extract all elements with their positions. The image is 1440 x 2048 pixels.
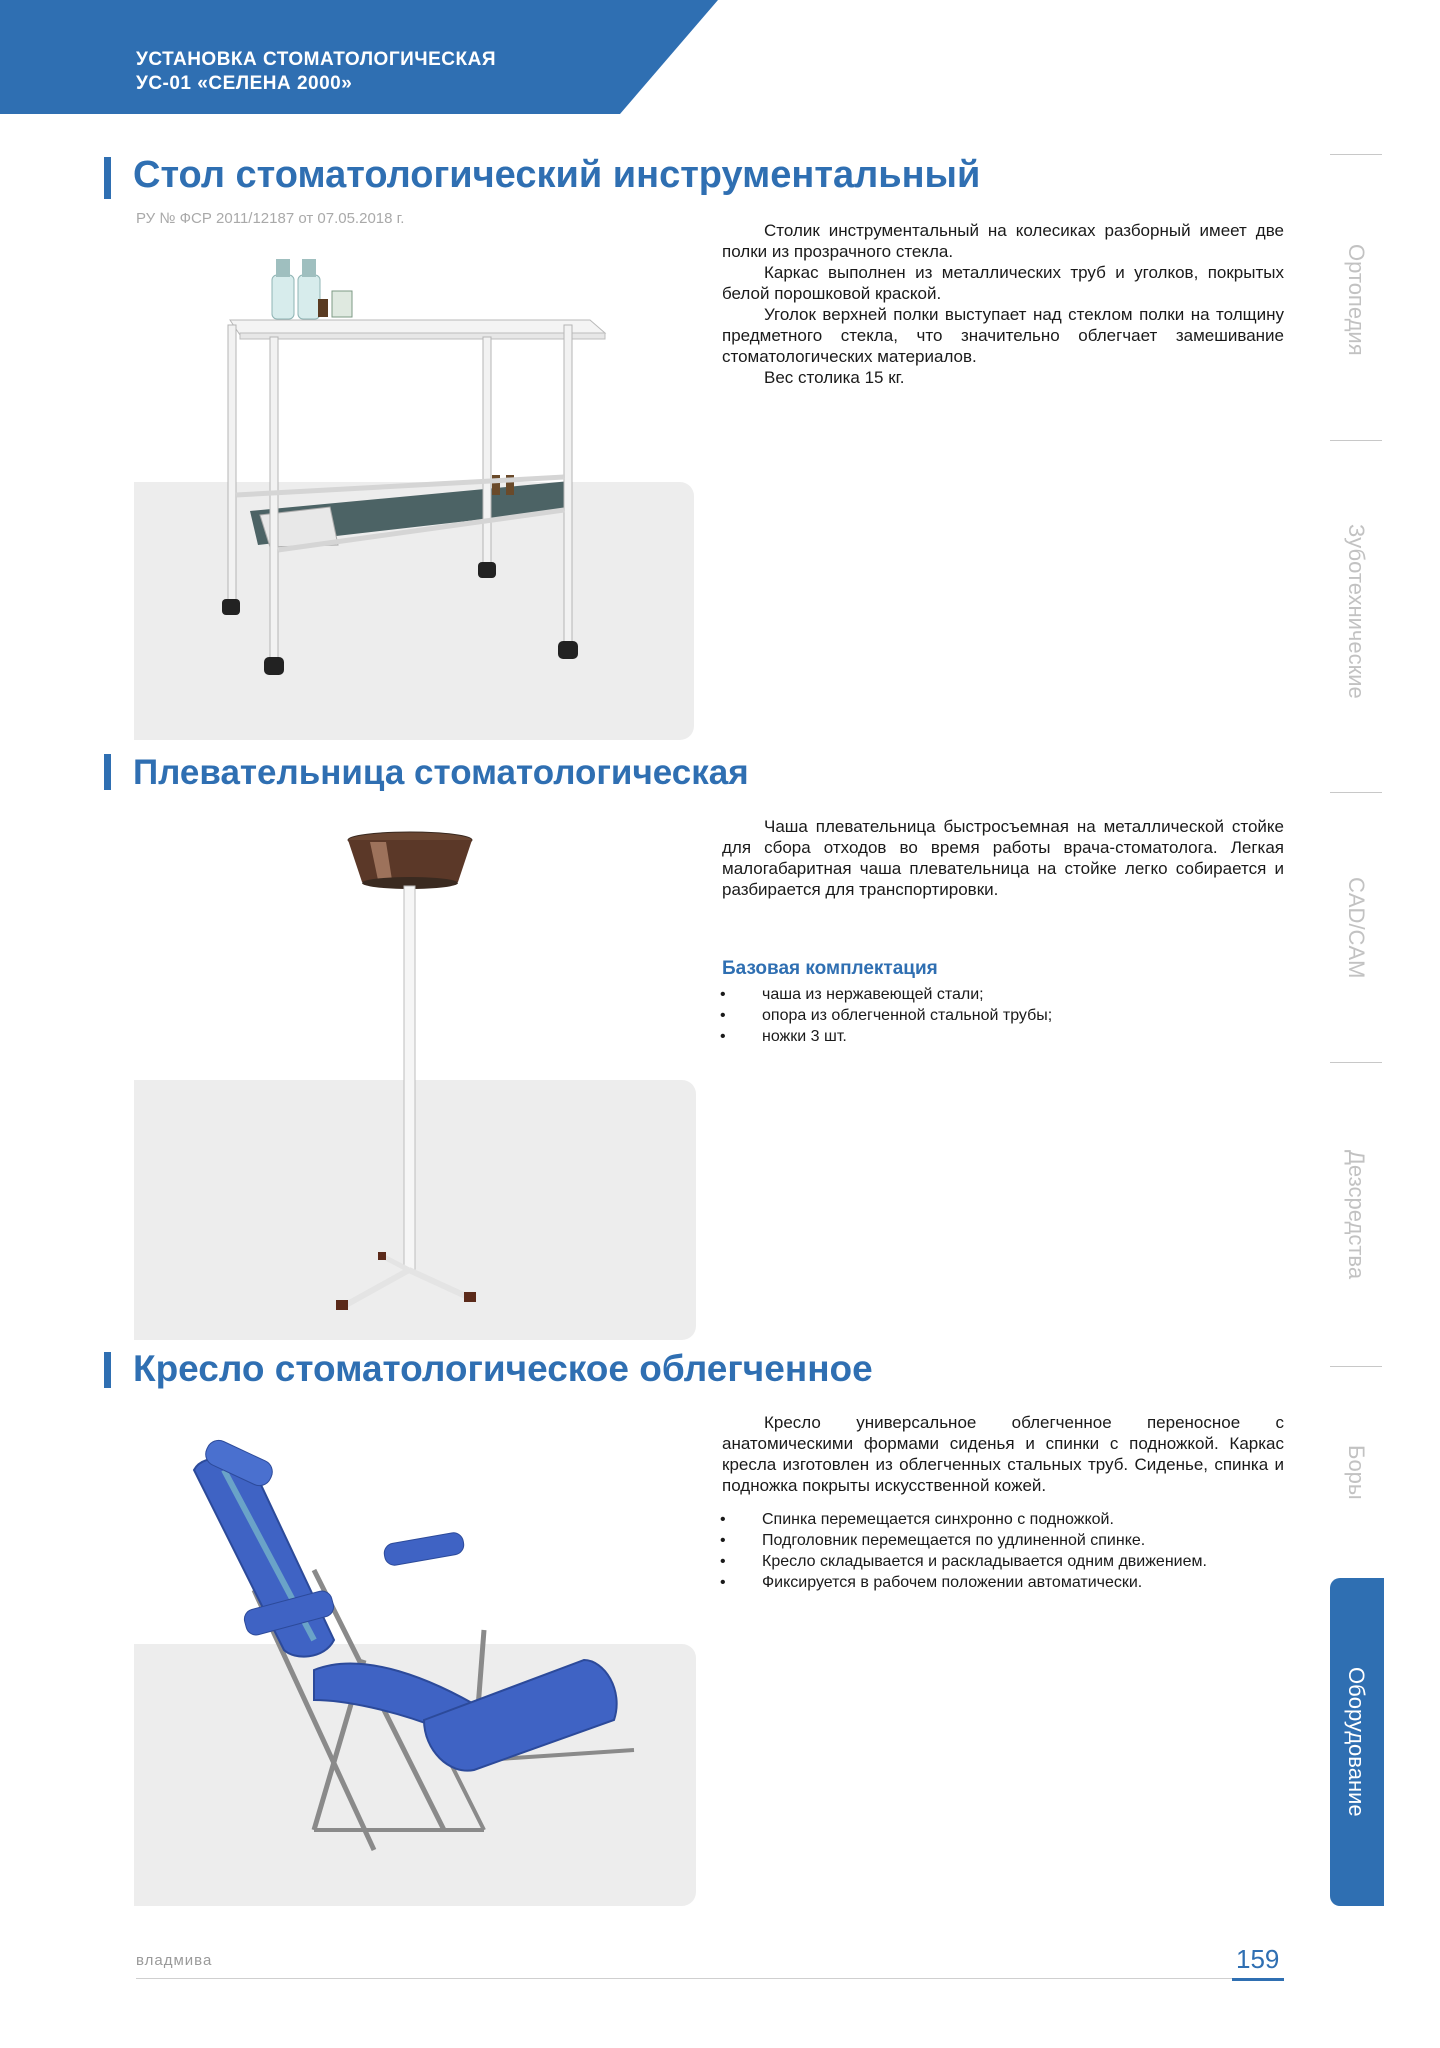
paragraph: Чаша плевательница быстросъемная на металлической стойке для сбора отходов во время работы врача-стоматолога. Легкая малогабаритная чаша плевательница на стойке легко собирается и разбирается для транспортировки. xyxy=(722,817,1284,899)
section-marker xyxy=(104,1352,111,1388)
footer-divider xyxy=(136,1978,1284,1979)
list-item: • Кресло складывается и раскладывается одним движением. xyxy=(718,1551,1284,1572)
tab-divider xyxy=(1330,1062,1382,1063)
paragraph: Кресло универсальное облегченное переносное с анатомическими формами сиденья и спинки с подножкой. Каркас кресла изготовлен из облегченных стальных труб. Сиденье, спинка и подножка покрыты искусственной кожей. xyxy=(722,1413,1284,1495)
section-title-table: Стол стоматологический инструментальный xyxy=(133,154,981,196)
page-number-underline xyxy=(1232,1978,1284,1981)
list-item: • ножки 3 шт. xyxy=(718,1026,1278,1047)
tab-orthopedics[interactable]: Ортопедия xyxy=(1344,244,1369,356)
list-item: • опора из облегченной стальной трубы; xyxy=(718,1005,1278,1026)
paragraph: Уголок верхней полки выступает над стеклом полки на толщину предметного стекла, что значительно облегчает замешивание стоматологических материалов. xyxy=(722,305,1284,366)
list-item: • Спинка перемещается синхронно с подножкой. xyxy=(718,1509,1284,1530)
list-item: • Подголовник перемещается по удлиненной спинке. xyxy=(718,1530,1284,1551)
header-title-line2: УС-01 «СЕЛЕНА 2000» xyxy=(136,73,353,94)
section-title-spittoon: Плевательница стоматологическая xyxy=(133,753,749,792)
tab-cad-cam[interactable]: CAD/CAM xyxy=(1344,877,1369,979)
tab-dental-lab[interactable]: Зуботехнические xyxy=(1344,523,1369,699)
tab-divider xyxy=(1330,1366,1382,1367)
paragraph: Каркас выполнен из металлических труб и уголков, покрытых белой порошковой краской. xyxy=(722,263,1284,303)
list-item: • Фиксируется в рабочем положении автоматически. xyxy=(718,1572,1284,1593)
instrument-table-image xyxy=(200,245,620,725)
footer-brand: владмива xyxy=(136,1952,213,1969)
tab-equipment-label[interactable]: Оборудование xyxy=(1344,1667,1369,1817)
kit-title: Базовая комплектация xyxy=(722,958,938,979)
tab-divider xyxy=(1330,154,1382,155)
paragraph: Вес столика 15 кг. xyxy=(764,368,905,387)
chair-features-list xyxy=(718,1509,1284,1593)
kit-list xyxy=(718,984,1278,1047)
table-description xyxy=(722,220,1284,388)
spittoon-description xyxy=(722,816,1284,900)
tab-burs[interactable]: Боры xyxy=(1344,1444,1369,1500)
page-number: 159 xyxy=(1236,1944,1280,1974)
tab-divider xyxy=(1330,792,1382,793)
chair-description xyxy=(722,1412,1284,1496)
tab-disinfectants[interactable]: Дезсредства xyxy=(1344,1150,1369,1280)
tab-divider xyxy=(1330,440,1382,441)
section-marker xyxy=(104,754,111,790)
dental-chair-image xyxy=(184,1430,654,1860)
registration-number: РУ № ФСР 2011/12187 от 07.05.2018 г. xyxy=(136,210,405,227)
list-item: • чаша из нержавеющей стали; xyxy=(718,984,1278,1005)
spittoon-image xyxy=(300,826,520,1316)
section-marker xyxy=(104,157,111,199)
paragraph: Столик инструментальный на колесиках разборный имеет две полки из прозрачного стекла. xyxy=(722,221,1284,261)
header-title xyxy=(136,48,496,96)
section-title-chair: Кресло стоматологическое облегченное xyxy=(133,1348,873,1389)
header-title-line1: УСТАНОВКА СТОМАТОЛОГИЧЕСКАЯ xyxy=(136,49,496,70)
